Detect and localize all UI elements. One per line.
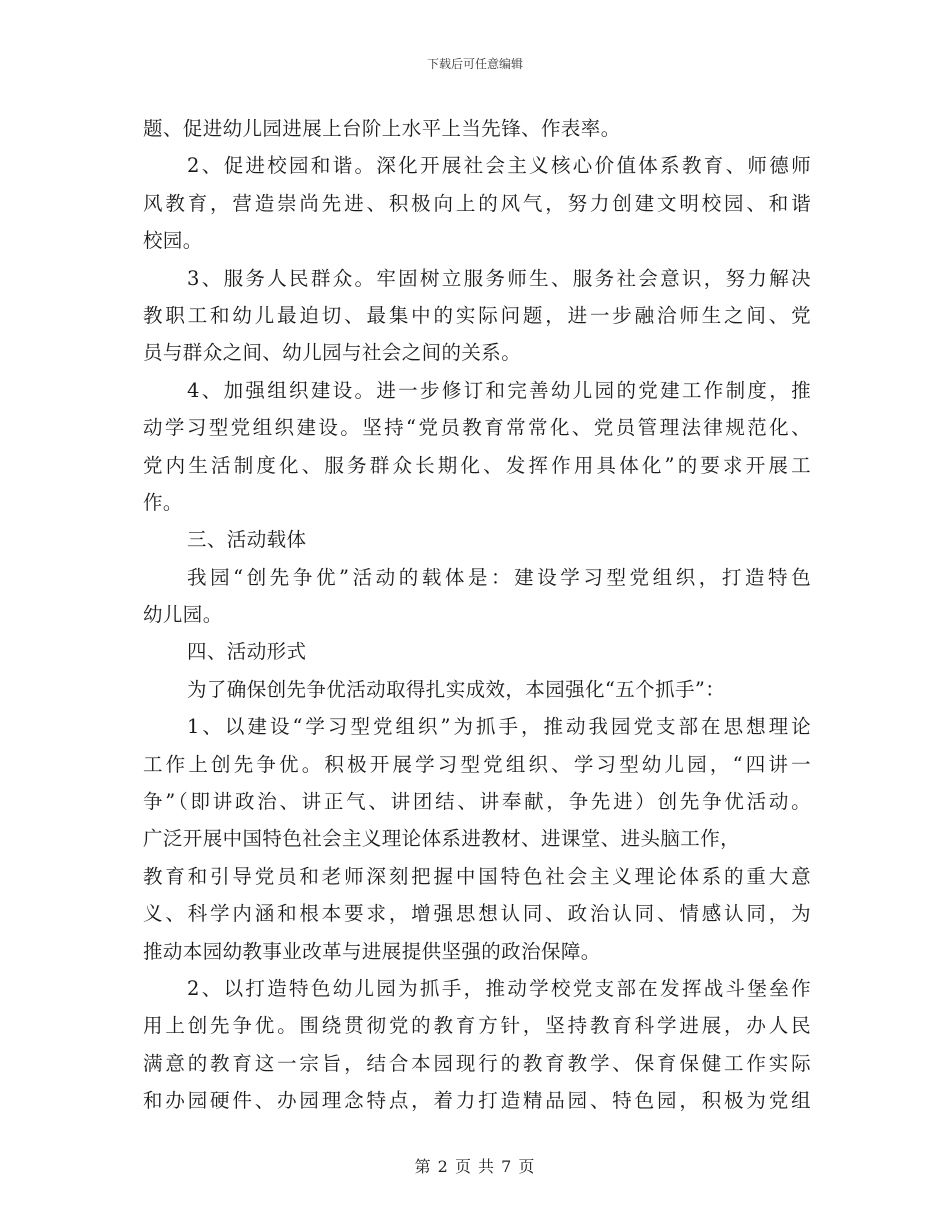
page-header: 下载后可任意编辑: [426, 57, 523, 71]
text-line: 2、促进校园和谐。深化开展社会主义核心价值体系教育、师德师: [187, 154, 811, 178]
text-line: 校园。: [143, 229, 203, 253]
document-body: [143, 110, 811, 1120]
text-line: 争”（即讲政治、讲正气、讲团结、讲奉献，争先进）创先争优活动。: [143, 790, 811, 814]
text-line: 3、服务人民群众。牢固树立服务师生、服务社会意识，努力解决: [187, 266, 811, 290]
text-line: 用上创先争优。围绕贯彻党的教育方针，坚持教育科学进展，办人民: [143, 1014, 811, 1038]
text-line: 三、活动载体: [187, 528, 307, 552]
text-line: 和办园硬件、办园理念特点，着力打造精品园、特色园，积极为党组: [143, 1089, 811, 1113]
text-line: 1、以建设“学习型党组织”为抓手，推动我园党支部在思想理论: [187, 715, 811, 739]
text-line: 幼儿园。: [143, 603, 223, 627]
text-line: 工作上创先争优。积极开展学习型党组织、学习型幼儿园，“四讲一: [143, 752, 811, 776]
text-line: 为了确保创先争优活动取得扎实成效，本园强化“五个抓手”：: [187, 677, 726, 701]
text-line: 风教育，营造崇尚先进、积极向上的风气，努力创建文明校园、和谐: [143, 191, 811, 215]
text-line: 题、促进幼儿园进展上台阶上水平上当先锋、作表率。: [143, 117, 621, 140]
text-line: 推动本园幼教事业改革与进展提供坚强的政治保障。: [143, 939, 601, 963]
text-line: 党内生活制度化、服务群众长期化、发挥作用具体化”的要求开展工: [143, 453, 811, 477]
text-line: 广泛开展中国特色社会主义理论体系进教材、进课堂、进头脑工作，: [143, 827, 741, 851]
text-line: 我园“创先争优”活动的载体是：建设学习型党组织，打造特色: [187, 565, 811, 589]
text-line: 动学习型党组织建设。坚持“党员教育常常化、党员管理法律规范化、: [143, 416, 811, 440]
text-line: 员与群众之间、幼儿园与社会之间的关系。: [143, 341, 522, 365]
text-line: 四、活动形式: [187, 640, 307, 664]
text-line: 4、加强组织建设。进一步修订和完善幼儿园的党建工作制度，推: [187, 378, 811, 402]
text-line: 教育和引导党员和老师深刻把握中国特色社会主义理论体系的重大意: [143, 864, 811, 888]
text-line: 义、科学内涵和根本要求，增强思想认同、政治认同、情感认同，为: [143, 902, 811, 926]
text-line: 满意的教育这一宗旨，结合本园现行的教育教学、保育保健工作实际: [143, 1051, 811, 1075]
text-line: 教职工和幼儿最迫切、最集中的实际问题，进一步融洽师生之间、党: [143, 303, 811, 327]
text-line: 2、以打造特色幼儿园为抓手，推动学校党支部在发挥战斗堡垒作: [187, 976, 811, 1000]
page-footer: 第 2 页 共 7 页: [414, 1157, 536, 1176]
text-line: 作。: [143, 490, 183, 514]
